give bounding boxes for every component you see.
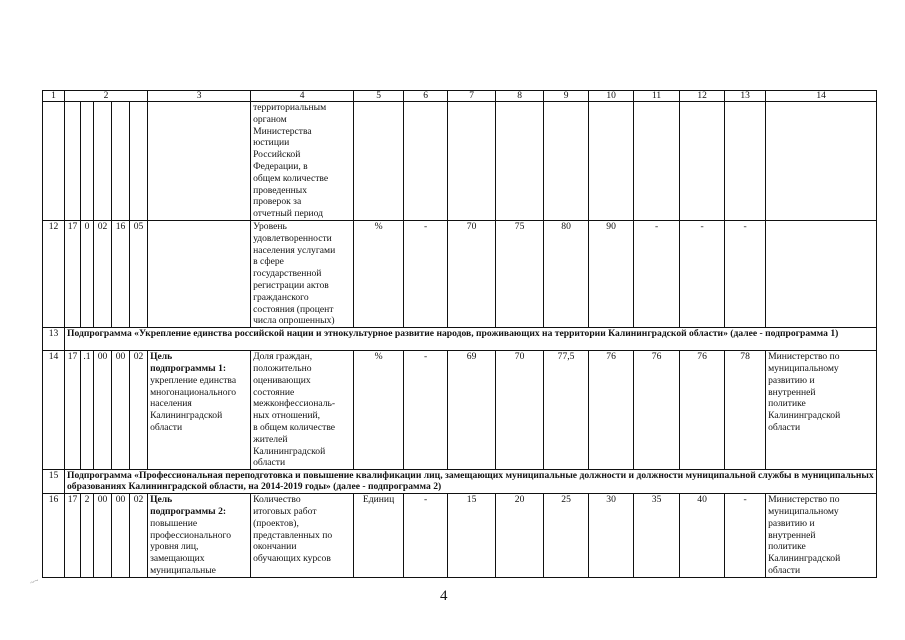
table-row: [43, 494, 877, 578]
unit-cell: %: [354, 220, 404, 327]
indicators-table: [42, 90, 877, 578]
header-row: [43, 91, 877, 102]
value-cell: 30: [589, 494, 634, 578]
row-number: 14: [43, 351, 65, 470]
header-cell: 13: [725, 91, 766, 102]
goal-heading: Цель подпрограммы 1:: [150, 351, 227, 374]
header-cell: 10: [589, 91, 634, 102]
value-cell: 20: [496, 494, 544, 578]
code-cell: 02: [130, 494, 148, 578]
code-cell: 0: [81, 220, 94, 327]
header-cell: 11: [634, 91, 680, 102]
responsible-cell: Министерство по муниципальному развитию и внутренней политике Калининградской области: [766, 494, 877, 578]
value-cell: 78: [725, 351, 766, 470]
value-cell: 77,5: [544, 351, 589, 470]
goal-cell: [148, 494, 251, 578]
header-cell: 2: [65, 91, 148, 102]
value-cell: 76: [680, 351, 725, 470]
header-cell: 8: [496, 91, 544, 102]
code-cell: 2: [81, 494, 94, 578]
header-cell: 14: [766, 91, 877, 102]
header-cell: 12: [680, 91, 725, 102]
value-cell: 40: [680, 494, 725, 578]
page-number: 4: [440, 588, 448, 604]
row-number: 13: [43, 328, 65, 351]
indicator-cell: Количество итоговых работ (проектов), представленных по окончании обучающих курсов: [251, 494, 354, 578]
header-cell: 7: [448, 91, 496, 102]
header-cell: 5: [354, 91, 404, 102]
row-number: 15: [43, 470, 65, 494]
code-cell: .1: [81, 351, 94, 470]
value-cell: 15: [448, 494, 496, 578]
value-cell: 69: [448, 351, 496, 470]
header-cell: 6: [404, 91, 448, 102]
subprogram-row: [43, 328, 877, 351]
subprogram-title: Подпрограмма «Укрепление единства российской нации и этнокультурное развитие народов, проживающих на территории Калининградской области» (далее - подпрограмма 1): [65, 328, 877, 351]
header-cell: 3: [148, 91, 251, 102]
unit-cell: Единиц: [354, 494, 404, 578]
value-cell: -: [634, 220, 680, 327]
value-cell: 90: [589, 220, 634, 327]
code-cell: 17: [65, 220, 81, 327]
handwritten-mark: ~~: [28, 575, 40, 588]
table-row: [43, 102, 877, 221]
row-number: 12: [43, 220, 65, 327]
value-cell: -: [404, 351, 448, 470]
value-cell: 25: [544, 494, 589, 578]
goal-text: укрепление единства многонационального населения Калининградской области: [150, 374, 237, 433]
row-number: 16: [43, 494, 65, 578]
header-cell: 9: [544, 91, 589, 102]
value-cell: -: [680, 220, 725, 327]
value-cell: -: [404, 220, 448, 327]
value-cell: -: [725, 220, 766, 327]
code-cell: 00: [112, 351, 130, 470]
indicator-cell: Уровень удовлетворенности населения услугами в сфере государственной регистрации актов гражданского состояния (процент числа опрошенных): [251, 220, 354, 327]
subprogram-row: [43, 470, 877, 494]
unit-cell: %: [354, 351, 404, 470]
subprogram-title: Подпрограмма «Профессиональная переподготовка и повышение квалификации лиц, замещающих муниципальные должности и должности муниципальной службы в муниципальных образованиях Калининградской области, на 2014-2019 годы» (далее - подпрограмма 2): [65, 470, 877, 494]
value-cell: 76: [634, 351, 680, 470]
header-cell: 1: [43, 91, 65, 102]
indicator-cell: Доля граждан, положительно оценивающих состояние межконфессиональ- ных отношений, в общем количестве жителей Калининградской области: [251, 351, 354, 470]
value-cell: 70: [496, 351, 544, 470]
value-cell: 75: [496, 220, 544, 327]
code-cell: 00: [94, 494, 112, 578]
indicator-cell: территориальным органом Министерства юстиции Российской Федерации, в общем количестве проведенных проверок за отчетный период: [251, 102, 354, 221]
value-cell: 76: [589, 351, 634, 470]
table-row: [43, 220, 877, 327]
goal-cell: [148, 351, 251, 470]
value-cell: 35: [634, 494, 680, 578]
goal-text: повышение профессионального уровня лиц, замещающих муниципальные: [150, 517, 232, 576]
code-cell: 02: [130, 351, 148, 470]
responsible-cell: Министерство по муниципальному развитию и внутренней политике Калининградской области: [766, 351, 877, 470]
code-cell: 00: [112, 494, 130, 578]
code-cell: 16: [112, 220, 130, 327]
value-cell: -: [725, 494, 766, 578]
value-cell: 70: [448, 220, 496, 327]
code-cell: 00: [94, 351, 112, 470]
goal-heading: Цель подпрограммы 2:: [150, 494, 227, 517]
code-cell: 05: [130, 220, 148, 327]
header-cell: 4: [251, 91, 354, 102]
table-row: [43, 351, 877, 470]
value-cell: 80: [544, 220, 589, 327]
code-cell: 17: [65, 494, 81, 578]
value-cell: -: [404, 494, 448, 578]
code-cell: 17: [65, 351, 81, 470]
code-cell: 02: [94, 220, 112, 327]
